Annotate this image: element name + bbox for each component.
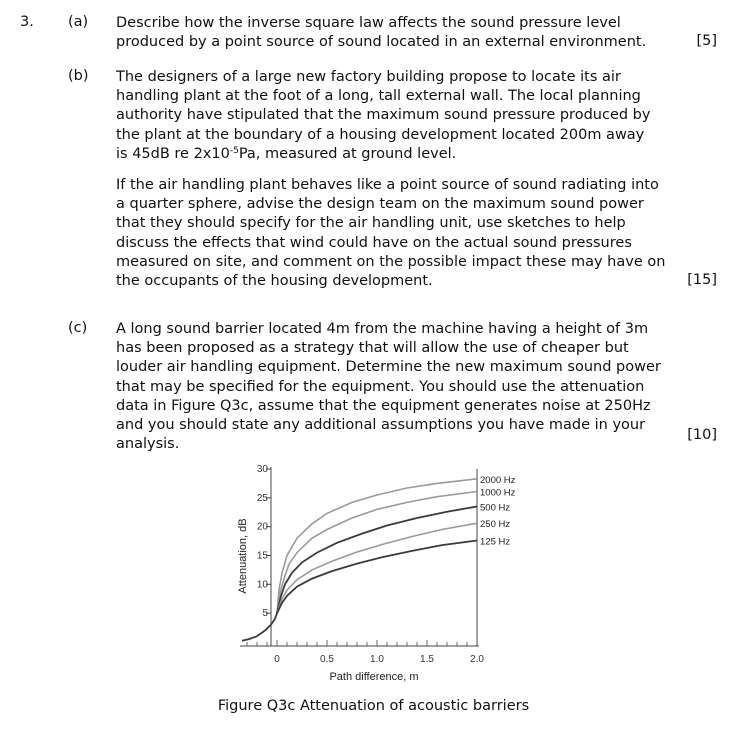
x-tick-label-0: 0	[274, 654, 280, 665]
part-b-text-2: If the air handling plant behaves like a point source of sound radiating into a quarter sphere, advise the design team on the maximum sound power that they should specify for the air handling unit, use sketches to help discuss the effects that wind could have on the actual sound pressures measured on site, and comment on the possible impact these may have on the occupants of the housing development.	[116, 177, 666, 290]
part-b-spec-exponent: -5	[229, 145, 239, 156]
series-line-1000-hz	[277, 492, 477, 614]
x-tick-label-1.0: 1.0	[370, 654, 384, 665]
legend-label-250-hz: 250 Hz	[480, 519, 511, 531]
legend-label-2000-hz: 2000 Hz	[480, 474, 516, 486]
part-b-spec-after: Pa, measured at ground level.	[238, 145, 457, 162]
legend-label-500-hz: 500 Hz	[480, 502, 511, 514]
part-c-label: (c)	[68, 320, 88, 336]
series-line-250-hz	[277, 523, 477, 613]
part-b-marks: [15]	[687, 272, 717, 288]
series-line-125-hz	[277, 541, 477, 614]
y-tick-label-30: 30	[256, 464, 268, 475]
y-tick-label-5: 5	[262, 608, 268, 620]
part-c-marks: [10]	[687, 427, 717, 443]
x-tick-label-1.5: 1.5	[420, 654, 434, 665]
series-line-negative-path-region	[242, 613, 277, 641]
x-tick-label-2.0: 2.0	[470, 654, 484, 665]
legend-label-125-hz: 125 Hz	[480, 536, 511, 548]
part-a-marks: [5]	[696, 33, 717, 49]
part-b-label: (b)	[68, 68, 89, 84]
x-tick-label-0.5: 0.5	[320, 654, 334, 665]
x-axis-label: Path difference, m	[329, 671, 419, 683]
part-c-text: A long sound barrier located 4m from the machine having a height of 3m has been proposed as a strategy that will allow the use of cheaper but louder air handling equipment. Determine the new maximum sound power that may be specified for the equipment. You should use the attenuation data in Figure Q3c, assume that the equipment generates noise at 250Hz and you should state any additional assumptions you have made in your analysis.	[116, 321, 661, 453]
question-number: 3.	[20, 14, 34, 30]
legend-label-1000-hz: 1000 Hz	[480, 487, 516, 499]
y-tick-label-15: 15	[256, 550, 268, 562]
part-a-text: Describe how the inverse square law affects the sound pressure level produced by a point source of sound located in an external environment.	[116, 15, 647, 51]
series-line-500-hz	[277, 507, 477, 614]
y-tick-label-10: 10	[256, 579, 268, 591]
y-tick-label-20: 20	[256, 521, 268, 533]
figure-caption: Figure Q3c Attenuation of acoustic barriers	[217, 698, 530, 714]
chart-root	[240, 464, 516, 665]
part-b-paragraph-1: The designers of a large new factory building propose to locate its air handling plant at the foot of a long, tall external wall. The local planning authority have stipulated that the maximum sound pressure produced by the plant at the boundary of a housing development located 200m away	[116, 69, 651, 143]
y-tick-label-25: 25	[256, 492, 268, 504]
part-b-spec-before: is 45dB re 2x10	[116, 145, 230, 162]
y-axis-label: Attenuation, dB	[237, 518, 249, 594]
part-a-label: (a)	[68, 14, 89, 30]
